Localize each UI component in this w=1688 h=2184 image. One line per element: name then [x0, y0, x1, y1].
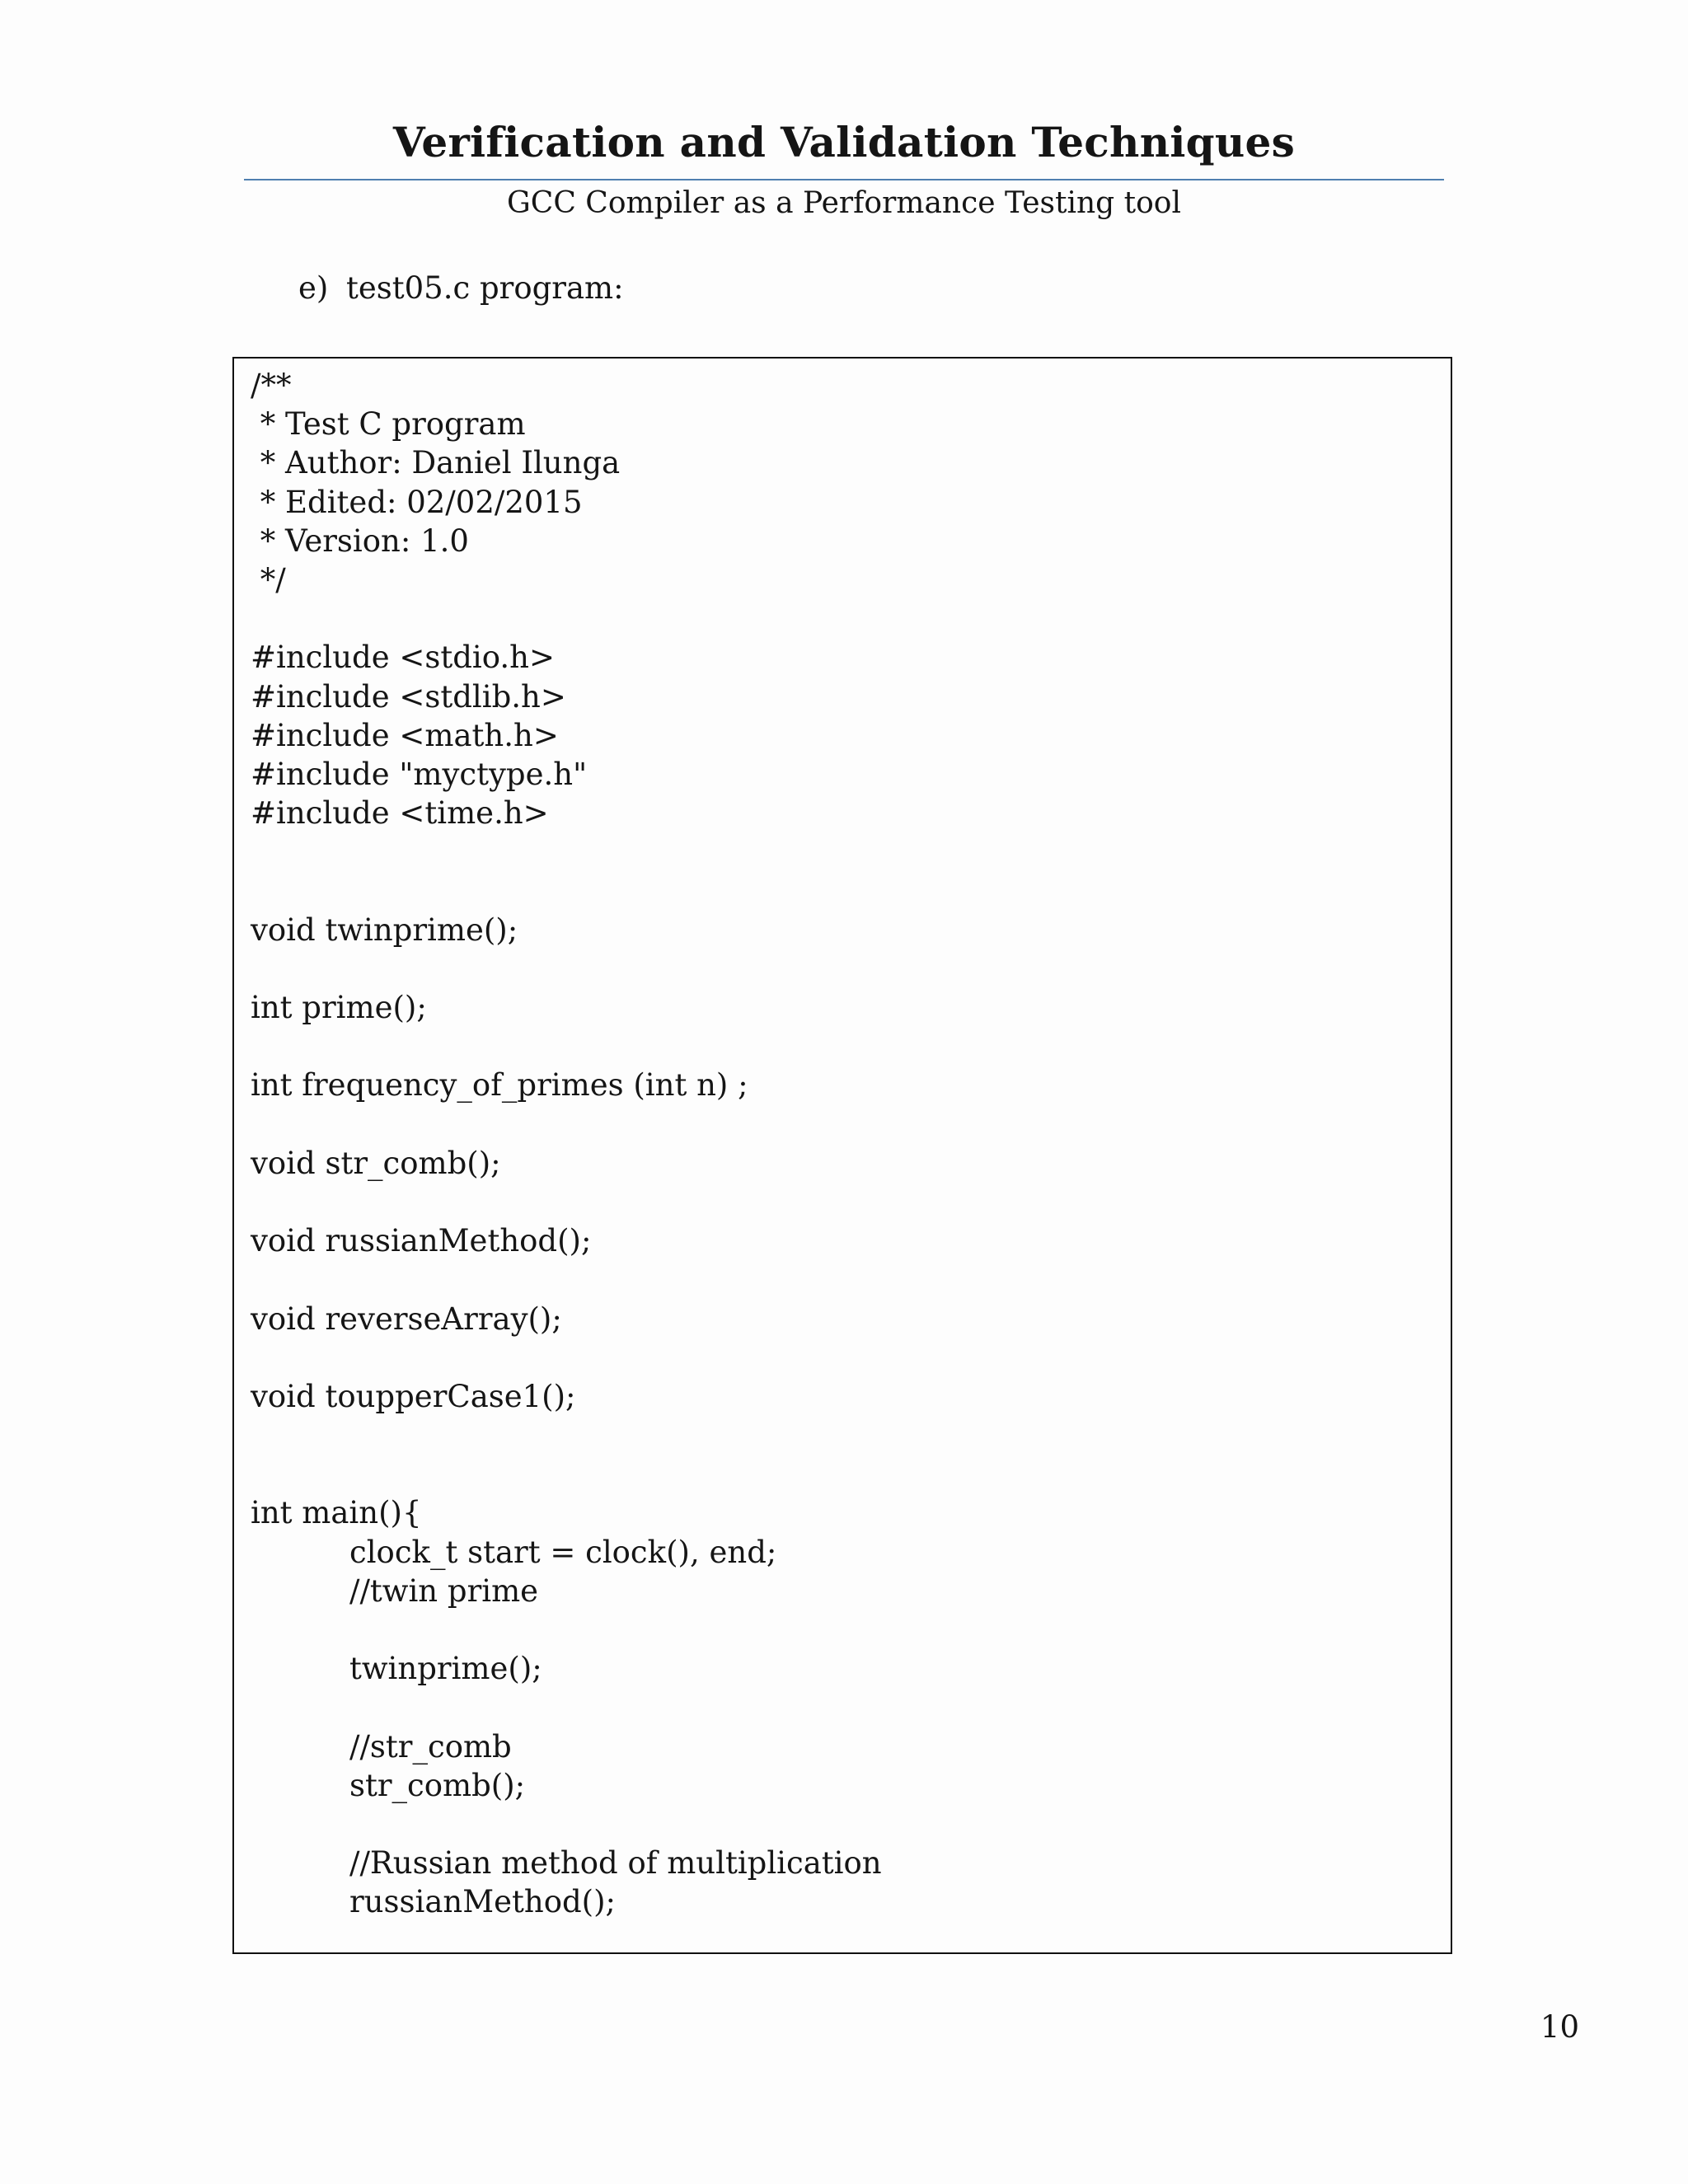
code-line [251, 832, 882, 871]
code-line: russianMethod(); [349, 1884, 616, 1920]
code-line: void russianMethod(); [251, 1223, 592, 1259]
code-line [251, 1416, 882, 1455]
code-line: int prime(); [251, 990, 427, 1025]
code-listing [251, 366, 882, 1922]
section-item [298, 265, 624, 312]
code-line: #include <math.h> [251, 717, 559, 753]
code-line: #include "myctype.h" [251, 756, 588, 792]
page-number: 10 [1540, 2009, 1579, 2045]
code-line: clock_t start = clock(), end; [349, 1534, 777, 1570]
code-line: int frequency_of_primes (int n) ; [251, 1067, 748, 1104]
code-line: * Test C program [251, 406, 526, 443]
code-line: int main(){ [251, 1495, 422, 1531]
code-line: twinprime(); [349, 1651, 542, 1687]
code-line [251, 1027, 882, 1066]
code-line: #include <stdio.h> [251, 640, 555, 676]
header-divider [244, 179, 1444, 180]
section-marker: e) [298, 270, 329, 306]
code-line: * Edited: 02/02/2015 [251, 484, 583, 520]
code-line: * Version: 1.0 [251, 523, 469, 559]
code-line: void twinprime(); [251, 912, 518, 948]
code-line [251, 599, 882, 638]
code-line [251, 1260, 882, 1299]
code-line [251, 1455, 882, 1493]
code-line [251, 949, 882, 988]
code-line [251, 871, 882, 910]
code-line: #include <stdlib.h> [251, 678, 566, 715]
code-line: #include <time.h> [251, 795, 549, 832]
code-line: str_comb(); [349, 1767, 526, 1803]
section-label: test05.c program: [346, 270, 624, 306]
code-line [251, 1688, 882, 1727]
code-listing-box [232, 357, 1452, 1954]
code-line: //twin prime [349, 1572, 539, 1609]
code-line: void str_comb(); [251, 1145, 501, 1181]
code-line: * Author: Daniel Ilunga [251, 445, 621, 481]
code-line [251, 1105, 882, 1144]
code-line: //Russian method of multiplication [349, 1845, 882, 1882]
code-line: //str_comb [349, 1728, 512, 1765]
code-line [251, 1805, 882, 1844]
code-line: */ [251, 561, 286, 598]
code-line [251, 1183, 882, 1221]
document-subtitle: GCC Compiler as a Performance Testing tool [507, 186, 1181, 220]
code-line [251, 1338, 882, 1377]
code-line: /** [251, 368, 292, 403]
code-line [251, 1610, 882, 1649]
document-title: Verification and Validation Techniques [392, 118, 1296, 166]
code-line: void reverseArray(); [251, 1301, 562, 1337]
code-line: void toupperCase1(); [251, 1378, 576, 1414]
